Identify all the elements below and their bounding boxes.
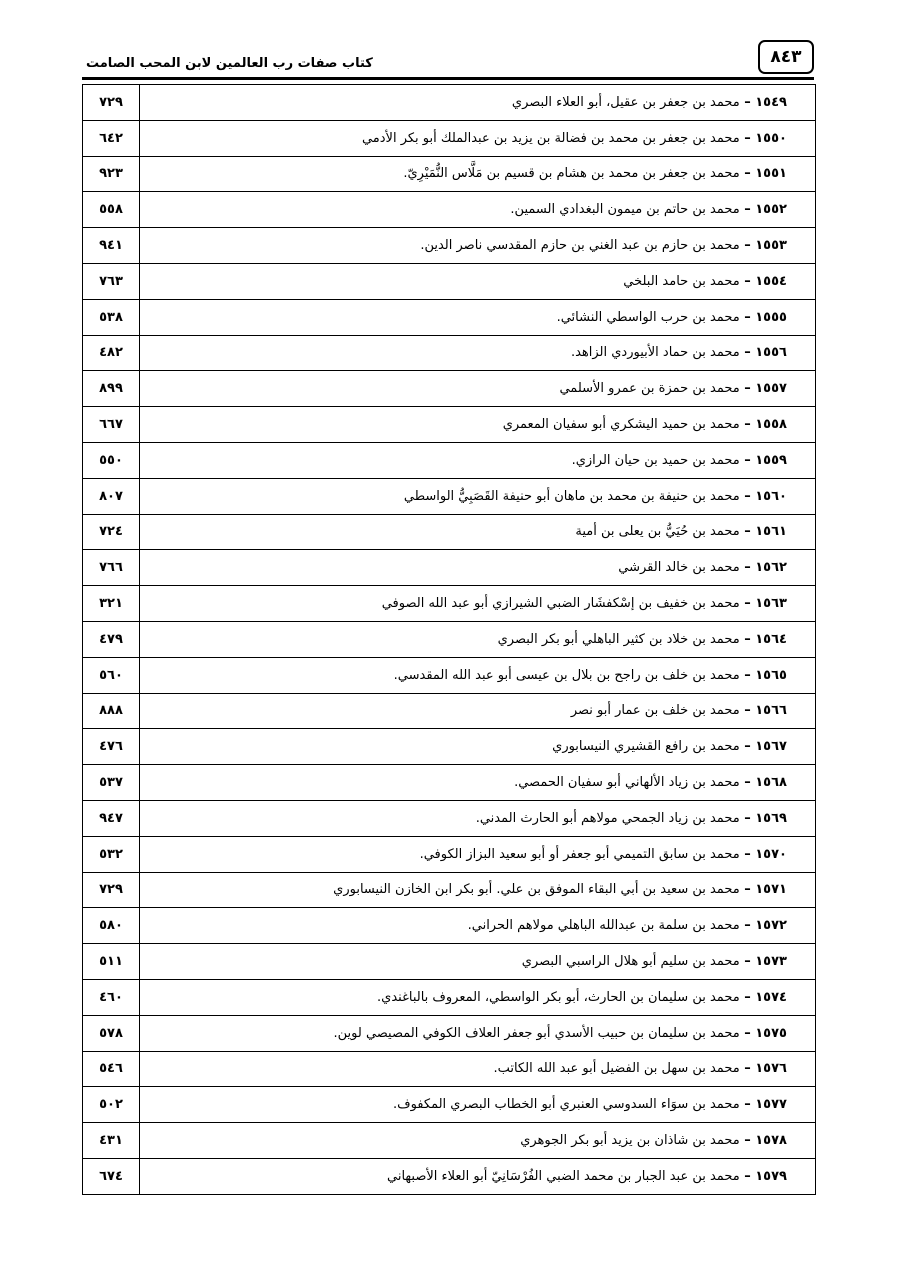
entry-number: ١٥٦٢	[755, 560, 787, 576]
table-row	[83, 729, 816, 765]
entry-separator: –	[739, 560, 756, 576]
index-table-body	[83, 85, 816, 1195]
table-row	[83, 836, 816, 872]
entry-name: محمد بن خالد القرشي	[618, 560, 740, 576]
page-ref-cell: ٧٢٩	[83, 872, 140, 908]
entry-number: ١٥٤٩	[755, 94, 787, 110]
entry-separator: –	[739, 667, 756, 683]
entry-separator: –	[739, 130, 756, 146]
entry-cell	[140, 836, 816, 872]
entry-name: محمد بن حنيفة بن محمد بن ماهان أبو حنيفة القَصَبِيُّ الواسطي	[403, 488, 740, 504]
entry-separator: –	[739, 1061, 756, 1077]
entry-separator: –	[739, 989, 756, 1005]
entry-name: محمد بن حمزة بن عمرو الأسلمي	[559, 381, 740, 397]
table-row	[83, 765, 816, 801]
entry-number: ١٥٧٣	[755, 954, 787, 970]
entry-number: ١٥٧١	[755, 882, 787, 898]
entry-cell	[140, 299, 816, 335]
entry-cell	[140, 586, 816, 622]
entry-separator: –	[739, 1097, 756, 1113]
table-row	[83, 979, 816, 1015]
entry-number: ١٥٦٣	[755, 596, 787, 612]
table-row	[83, 514, 816, 550]
page-ref-cell: ٨٩٩	[83, 371, 140, 407]
entry-name: محمد بن جعفر بن محمد بن فضالة بن يزيد بن عبدالملك أبو بكر الأدمي	[361, 130, 740, 146]
entry-number: ١٥٦٨	[755, 775, 787, 791]
entry-name: محمد بن حُيَيُّ بن يعلى بن أمية	[575, 524, 740, 540]
entry-separator: –	[739, 1168, 756, 1184]
table-row	[83, 800, 816, 836]
table-row	[83, 1051, 816, 1087]
page-ref-cell: ٥٣٨	[83, 299, 140, 335]
entry-cell	[140, 514, 816, 550]
entry-number: ١٥٦٧	[755, 739, 787, 755]
entry-number: ١٥٥٥	[755, 309, 787, 325]
book-title: كتاب صفات رب العالمين لابن المحب الصامت	[86, 56, 373, 71]
entry-number: ١٥٥١	[755, 166, 787, 182]
entry-name: محمد بن جعفر بن محمد بن هشام بن قسيم بن مَلَّاس النُّمَيْرِيّ.	[403, 166, 740, 182]
entry-number: ١٥٥٨	[755, 417, 787, 433]
table-row	[83, 407, 816, 443]
page-ref-cell: ٥٦٠	[83, 657, 140, 693]
entry-cell	[140, 263, 816, 299]
table-row	[83, 478, 816, 514]
table-row	[83, 1087, 816, 1123]
table-row	[83, 1123, 816, 1159]
table-row	[83, 586, 816, 622]
table-row	[83, 228, 816, 264]
entry-cell	[140, 1015, 816, 1051]
entry-name: محمد بن جعفر بن عقيل، أبو العلاء البصري	[511, 94, 740, 110]
entry-number: ١٥٧٥	[755, 1025, 787, 1041]
entry-cell	[140, 1051, 816, 1087]
entry-separator: –	[739, 345, 756, 361]
page-ref-cell: ٥٧٨	[83, 1015, 140, 1051]
page-ref-cell: ٩٢٣	[83, 156, 140, 192]
page-ref-cell: ٧٢٩	[83, 85, 140, 121]
entry-separator: –	[739, 596, 756, 612]
entry-cell	[140, 765, 816, 801]
entry-cell	[140, 800, 816, 836]
entry-name: محمد بن خلاد بن كثير الباهلي أبو بكر البصري	[497, 631, 740, 647]
entry-number: ١٥٧٦	[755, 1061, 787, 1077]
entry-name: محمد بن زياد الجمحي مولاهم أبو الحارث المدني.	[475, 810, 740, 826]
entry-number: ١٥٧٢	[755, 918, 787, 934]
table-row	[83, 263, 816, 299]
table-row	[83, 693, 816, 729]
entry-name: محمد بن عبد الجبار بن محمد الضبي الفُرْسَانِيّ أبو العلاء الأصبهاني	[387, 1168, 740, 1184]
entry-number: ١٥٥٤	[755, 273, 787, 289]
entry-separator: –	[739, 1025, 756, 1041]
entry-name: محمد بن شاذان بن يزيد أبو بكر الجوهري	[520, 1133, 740, 1148]
table-row	[83, 657, 816, 693]
header-rule	[82, 77, 814, 80]
page-ref-cell: ٨٠٧	[83, 478, 140, 514]
entry-number: ١٥٥٧	[755, 381, 787, 397]
entry-name: محمد بن زياد الألهاني أبو سفيان الحمصي.	[514, 775, 740, 791]
table-row	[83, 442, 816, 478]
entry-name: محمد بن حميد اليشكري أبو سفيان المعمري	[502, 417, 740, 433]
entry-name: محمد بن سهل بن الفضيل أبو عبد الله الكاتب.	[493, 1061, 740, 1077]
table-row	[83, 908, 816, 944]
entry-cell	[140, 156, 816, 192]
entry-cell	[140, 371, 816, 407]
page-ref-cell: ٥٣٧	[83, 765, 140, 801]
entry-cell	[140, 335, 816, 371]
entry-number: ١٥٦٩	[755, 810, 787, 826]
entry-number: ١٥٧٤	[755, 989, 787, 1005]
entry-number: ١٥٧٧	[755, 1097, 787, 1113]
page-ref-cell: ٧٦٣	[83, 263, 140, 299]
table-row	[83, 156, 816, 192]
table-row	[83, 120, 816, 156]
entry-number: ١٥٦٦	[755, 703, 787, 719]
page-ref-cell: ٤٨٢	[83, 335, 140, 371]
page-ref-cell: ٤٧٦	[83, 729, 140, 765]
table-row	[83, 335, 816, 371]
entry-name: محمد بن سوَاء السدوسي العنبري أبو الخطاب البصري المكفوف.	[392, 1097, 740, 1113]
page-ref-cell: ٦٦٧	[83, 407, 140, 443]
entry-name: محمد بن سعيد بن أبي البقاء الموفق بن علي. أبو بكر ابن الخازن النيسابوري	[333, 882, 740, 898]
entry-separator: –	[739, 775, 756, 791]
entry-separator: –	[739, 703, 756, 719]
entry-cell	[140, 1123, 816, 1159]
entry-number: ١٥٦٥	[755, 667, 787, 683]
page-ref-cell: ٥١١	[83, 944, 140, 980]
entry-number: ١٥٥٩	[755, 452, 787, 468]
entry-cell	[140, 729, 816, 765]
entry-name: محمد بن خلف بن عمار أبو نصر	[570, 703, 740, 719]
entry-name: محمد بن حازم بن عبد الغني بن حازم المقدسي ناصر الدين.	[420, 238, 740, 254]
table-row	[83, 299, 816, 335]
entry-name: محمد بن سليمان بن حبيب الأسدي أبو جعفر العلاف الكوفي المصيصي لوين.	[333, 1025, 740, 1041]
entry-separator: –	[739, 238, 756, 254]
table-row	[83, 192, 816, 228]
entry-separator: –	[739, 631, 756, 647]
table-row	[83, 944, 816, 980]
entry-separator: –	[739, 524, 756, 540]
entry-cell	[140, 120, 816, 156]
entry-separator: –	[739, 166, 756, 182]
entry-name: محمد بن سليم أبو هلال الراسبي البصري	[521, 954, 740, 970]
entry-number: ١٥٥٠	[755, 130, 787, 146]
page-ref-cell: ٥٨٠	[83, 908, 140, 944]
entry-cell	[140, 442, 816, 478]
entry-separator: –	[739, 417, 756, 433]
index-table	[82, 84, 816, 1195]
entry-cell	[140, 85, 816, 121]
entry-separator: –	[739, 202, 756, 218]
page-ref-cell: ٦٧٤	[83, 1158, 140, 1194]
entry-separator: –	[739, 882, 756, 898]
entry-cell	[140, 908, 816, 944]
entry-separator: –	[739, 381, 756, 397]
entry-number: ١٥٦٠	[755, 488, 787, 504]
page-ref-cell: ٤٦٠	[83, 979, 140, 1015]
entry-cell	[140, 979, 816, 1015]
entry-cell	[140, 407, 816, 443]
table-row	[83, 872, 816, 908]
entry-name: محمد بن سابق التميمي أبو جعفر أو أبو سعيد البزاز الكوفي.	[419, 846, 740, 862]
entry-separator: –	[739, 739, 756, 755]
entry-name: محمد بن سليمان بن الحارث، أبو بكر الواسطي، المعروف بالباغندي.	[377, 989, 740, 1005]
page-ref-cell: ٥٠٢	[83, 1087, 140, 1123]
page-ref-cell: ٤٣١	[83, 1123, 140, 1159]
entry-separator: –	[739, 452, 756, 468]
page-ref-cell: ٥٣٢	[83, 836, 140, 872]
page-ref-cell: ٩٤١	[83, 228, 140, 264]
entry-cell	[140, 1158, 816, 1194]
entry-number: ١٥٦٤	[755, 631, 787, 647]
entry-name: محمد بن حامد البلخي	[623, 273, 740, 289]
table-row	[83, 550, 816, 586]
entry-separator: –	[739, 918, 756, 934]
page-ref-cell: ٧٦٦	[83, 550, 140, 586]
entry-name: محمد بن خفيف بن إسْكفشَار الضبي الشيرازي أبو عبد الله الصوفي	[381, 596, 740, 612]
page-header	[82, 40, 814, 80]
entry-name: محمد بن حرب الواسطي النشائي.	[556, 309, 740, 325]
entry-number: ١٥٥٢	[755, 202, 787, 218]
entry-name: محمد بن حماد الأبيوردي الزاهد.	[570, 345, 740, 361]
table-row	[83, 85, 816, 121]
entry-name: محمد بن حاتم بن ميمون البغدادي السمين.	[510, 202, 740, 218]
entry-cell	[140, 657, 816, 693]
entry-number: ١٥٥٣	[755, 238, 787, 254]
entry-number: ١٥٧٨	[755, 1133, 787, 1148]
entry-number: ١٥٧٠	[755, 846, 787, 862]
table-row	[83, 371, 816, 407]
entry-cell	[140, 478, 816, 514]
entry-separator: –	[739, 1133, 756, 1148]
entry-cell	[140, 944, 816, 980]
entry-name: محمد بن رافع القشيري النيسابوري	[552, 739, 740, 755]
entry-name: محمد بن حميد بن حيان الرازي.	[571, 452, 740, 468]
entry-separator: –	[739, 488, 756, 504]
entry-separator: –	[739, 94, 756, 110]
page-ref-cell: ٦٤٢	[83, 120, 140, 156]
entry-cell	[140, 228, 816, 264]
entry-separator: –	[739, 810, 756, 826]
entry-name: محمد بن خلف بن راجح بن بلال بن عيسى أبو عبد الله المقدسي.	[393, 667, 740, 683]
entry-separator: –	[739, 954, 756, 970]
entry-number: ١٥٦١	[755, 524, 787, 540]
page-ref-cell: ٤٧٩	[83, 621, 140, 657]
page-ref-cell: ٥٥٨	[83, 192, 140, 228]
page-ref-cell: ٩٤٧	[83, 800, 140, 836]
entry-number: ١٥٧٩	[755, 1168, 787, 1184]
entry-cell	[140, 693, 816, 729]
entry-separator: –	[739, 273, 756, 289]
entry-cell	[140, 1087, 816, 1123]
page-ref-cell: ٥٤٦	[83, 1051, 140, 1087]
page-ref-cell: ٨٨٨	[83, 693, 140, 729]
page-number: ٨٤٣	[758, 40, 814, 74]
page-ref-cell: ٥٥٠	[83, 442, 140, 478]
entry-name: محمد بن سلمة بن عبدالله الباهلي مولاهم الحراني.	[467, 918, 740, 934]
page-ref-cell: ٣٢١	[83, 586, 140, 622]
table-row	[83, 1015, 816, 1051]
entry-number: ١٥٥٦	[755, 345, 787, 361]
entry-separator: –	[739, 846, 756, 862]
entry-cell	[140, 550, 816, 586]
entry-separator: –	[739, 309, 756, 325]
entry-cell	[140, 872, 816, 908]
table-row	[83, 1158, 816, 1194]
table-row	[83, 621, 816, 657]
page-ref-cell: ٧٢٤	[83, 514, 140, 550]
entry-cell	[140, 192, 816, 228]
entry-cell	[140, 621, 816, 657]
